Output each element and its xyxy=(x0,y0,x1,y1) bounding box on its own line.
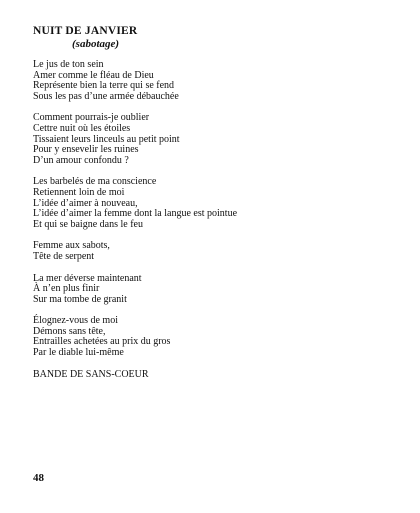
poem-line: Le jus de ton sein xyxy=(33,59,104,70)
poem-line: Sur ma tombe de granit xyxy=(33,293,127,305)
poem-line: Femme aux sabots, xyxy=(33,240,110,252)
stanza xyxy=(33,113,403,166)
stanza xyxy=(33,60,403,102)
poem-line: Retiennent loin de moi xyxy=(33,186,125,198)
poem-line: Pour y ensevelir les ruines xyxy=(33,144,139,156)
poem-title: NUIT DE JANVIER xyxy=(33,25,138,37)
poem-line: L’idée d’aimer à nouveau, xyxy=(33,197,138,209)
poem-line: Et qui se baigne dans le feu xyxy=(33,218,143,230)
poem-line: D’un amour confondu ? xyxy=(33,154,129,166)
poem-line: Élognez-vous de moi xyxy=(33,315,118,327)
poem-line: Démons sans tête, xyxy=(33,325,106,337)
stanza xyxy=(33,241,403,262)
poem-line: Sous les pas d’une armée débauchée xyxy=(33,90,179,102)
poem-line: Entrailles achetées au prix du gros xyxy=(33,336,171,348)
page-number: 48 xyxy=(33,472,44,484)
poem-line: Amer comme le fléau de Dieu xyxy=(33,69,154,81)
poem-line: Tête de serpent xyxy=(33,250,95,262)
stanza xyxy=(33,316,403,358)
poem-body xyxy=(33,60,403,380)
poem-subtitle: (sabotage) xyxy=(72,38,120,50)
poem-line: Cettre nuit où les étoiles xyxy=(33,122,131,134)
poem-line: À n’en plus finir xyxy=(33,283,100,295)
poem-line: Représente bien la terre qui se fend xyxy=(33,80,175,92)
poem-line: Les barbelés de ma conscience xyxy=(33,176,157,188)
poem-line: Tissaient leurs linceuls au petit point xyxy=(33,133,180,145)
stanza xyxy=(33,177,403,230)
poem-line: L’idée d’aimer la femme dont la langue est pointue xyxy=(33,208,238,220)
poem-line: Comment pourrais-je oublier xyxy=(33,112,150,124)
poem-signature: BANDE DE SANS-COEUR xyxy=(33,368,149,380)
poem-line: Par le diable lui-même xyxy=(33,347,124,359)
poem-line: La mer déverse maintenant xyxy=(33,272,142,284)
stanza xyxy=(33,274,403,306)
